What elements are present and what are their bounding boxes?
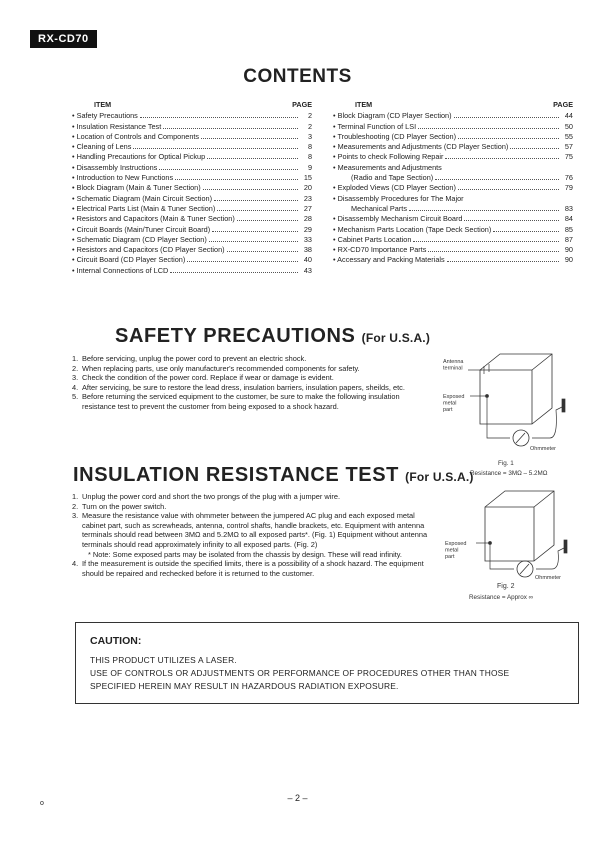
- toc-leader-dots: [170, 272, 298, 273]
- toc-entry-page: 50: [564, 121, 573, 131]
- toc-leader-dots: [435, 179, 559, 180]
- toc-entry-title: • Insulation Resistance Test: [72, 121, 162, 131]
- toc-entry-page: 90: [564, 255, 573, 265]
- step-item: [72, 383, 435, 393]
- cabinet-box: [485, 491, 554, 561]
- corner-mark: o: [40, 800, 44, 807]
- toc-entry-page: 55: [564, 131, 573, 141]
- toc-entry: [333, 194, 573, 204]
- toc-entry-title: • Internal Connections of LCD: [72, 265, 169, 275]
- toc-entry-page: 38: [303, 245, 312, 255]
- toc-leader-dots: [510, 148, 559, 149]
- toc-entry-title: • Exploded Views (CD Player Section): [333, 183, 456, 193]
- insulation-subtitle: (For U.S.A.): [405, 470, 474, 484]
- toc-entry: [333, 245, 573, 255]
- toc-entry: [333, 204, 573, 214]
- toc-right-list: [333, 111, 573, 265]
- toc-entry-page: 27: [303, 203, 312, 213]
- exposed-label-fig1: Exposed metal part: [443, 394, 465, 413]
- safety-steps: [72, 354, 435, 412]
- toc-entry-title: • Resistors and Capacitors (CD Player Section): [72, 245, 225, 255]
- toc-entry: [72, 152, 312, 162]
- step-text: * Note: Some exposed parts may be isolated from the chassis by design. These will read infinity.: [88, 549, 402, 559]
- antenna-label-1: Antenna: [443, 359, 464, 365]
- toc-entry-title: • Points to check Following Repair: [333, 152, 444, 162]
- ohmmeter-icon: [513, 430, 529, 446]
- toc-entry: [72, 111, 312, 121]
- toc-entry-page: 3: [307, 131, 312, 141]
- toc-entry-page: 75: [564, 152, 573, 162]
- toc-entry-title: • Location of Controls and Components: [72, 131, 200, 141]
- toc-left-header: [72, 100, 312, 110]
- ohmmeter-icon: [517, 561, 533, 577]
- toc-leader-dots: [409, 210, 559, 211]
- cabinet-box: [480, 354, 552, 424]
- toc-leader-dots: [445, 158, 559, 159]
- toc-item-header: ITEM: [355, 100, 373, 109]
- step-text: Check the condition of the power cord. Replace if wear or damage is evident.: [82, 373, 334, 383]
- safety-title: [115, 325, 430, 348]
- toc-entry-page: 57: [564, 142, 573, 152]
- step-text: Measure the resistance value with ohmmeter between the jumpered AC plug and each exposed metal cabinet part, such as screwheads, antenna, control shafts, handle brackets, etc. Equipment with antenna terminals should read between 3MΩ and 5.2MΩ to all exposed parts*. (Fig. 1) Equipment without antenna terminals should read approximately infinity to all exposed parts. (Fig. 2): [82, 511, 428, 549]
- fig-1-diagram: [440, 350, 580, 455]
- toc-entry-page: 2: [307, 121, 312, 131]
- toc-entry: [72, 235, 312, 245]
- toc-page-header: PAGE: [292, 100, 312, 109]
- step-item: [72, 511, 435, 549]
- antenna-label: [443, 359, 465, 372]
- toc-leader-dots: [464, 220, 559, 221]
- toc-entry-title: • Disassembly Instructions: [72, 162, 158, 172]
- probe-leads: [476, 540, 567, 569]
- toc-entry: [333, 152, 573, 162]
- toc-entry-title: • Circuit Board (CD Player Section): [72, 255, 186, 265]
- toc-entry: [72, 266, 312, 276]
- toc-entry: [72, 142, 312, 152]
- toc-entry: [333, 111, 573, 121]
- toc-entry: [72, 163, 312, 173]
- toc-leader-dots: [159, 169, 298, 170]
- toc-entry: [333, 183, 573, 193]
- probe-leads: [470, 395, 565, 439]
- step-item: [72, 392, 435, 411]
- toc-entry-page: 76: [564, 173, 573, 183]
- fig-2-caption: Fig. 2: [497, 583, 515, 590]
- toc-leader-dots: [237, 220, 298, 221]
- toc-entry-title: • Measurements and Adjustments (CD Player Section): [333, 142, 509, 152]
- toc-entry-title: • Electrical Parts List (Main & Tuner Section): [72, 203, 216, 213]
- toc-entry-title: • RX-CD70 Importance Parts: [333, 245, 427, 255]
- toc-entry-page: 2: [307, 111, 312, 121]
- toc-entry-title: • Terminal Function of LSI: [333, 121, 417, 131]
- toc-entry: [333, 173, 573, 183]
- fig-2-resistance: Resistance = Approx ∞: [469, 594, 534, 601]
- step-text: If the measurement is outside the specified limits, there is a possibility of a shock hazard. The equipment should be repaired and rechecked before it is returned to the customer.: [82, 559, 424, 578]
- contents-title: CONTENTS: [243, 66, 352, 87]
- toc-entry: [72, 204, 312, 214]
- step-text: Unplug the power cord and short the two prongs of the plug with a jumper wire.: [82, 492, 340, 501]
- safety-title-text: SAFETY PRECAUTIONS: [115, 325, 356, 347]
- toc-entry: [333, 235, 573, 245]
- toc-leader-dots: [493, 231, 559, 232]
- step-text: When replacing parts, use only manufacturer's recommended components for safety.: [82, 363, 360, 373]
- step-number: 2.: [72, 501, 79, 511]
- step-item: [72, 502, 435, 512]
- page-number: – 2 –: [287, 793, 308, 803]
- toc-entry-title: • Troubleshooting (CD Player Section): [333, 131, 457, 141]
- toc-entry-title: • Handling Precautions for Optical Pickup: [72, 152, 206, 162]
- toc-leader-dots: [201, 138, 298, 139]
- step-number: 4.: [72, 382, 79, 392]
- toc-entry: [72, 245, 312, 255]
- step-item: [72, 373, 435, 383]
- toc-entry-page: 29: [303, 224, 312, 234]
- step-text: After servicing, be sure to restore the lead dress, insulation barriers, insulation papers, sheilds, etc.: [82, 382, 405, 392]
- toc-entry: [72, 122, 312, 132]
- toc-leader-dots: [175, 179, 298, 180]
- toc-entry: [72, 255, 312, 265]
- toc-entry-page: 83: [564, 203, 573, 213]
- toc-entry-page: 23: [303, 193, 312, 203]
- toc-leader-dots: [209, 241, 298, 242]
- caution-line-1: THIS PRODUCT UTILIZES A LASER.: [90, 655, 237, 665]
- toc-leader-dots: [428, 251, 559, 252]
- toc-leader-dots: [413, 241, 559, 242]
- toc-left-list: [72, 111, 312, 276]
- toc-leader-dots: [454, 117, 559, 118]
- toc-leader-dots: [458, 189, 559, 190]
- toc-entry-title: • Circuit Boards (Main/Tuner Circuit Board): [72, 224, 211, 234]
- toc-entry-title: (Radio and Tape Section): [351, 173, 434, 183]
- step-number: 4.: [72, 559, 79, 569]
- ohmmeter-label-fig1: Ohmmeter: [530, 446, 556, 452]
- toc-leader-dots: [140, 117, 298, 118]
- toc-entry-title: Mechanical Parts: [351, 203, 407, 213]
- step-text: Before servicing, unplug the power cord to prevent an electric shock.: [82, 354, 307, 363]
- insulation-steps: [72, 492, 435, 578]
- toc-entry-page: 84: [564, 214, 573, 224]
- toc-entry-title: • Block Diagram (CD Player Section): [333, 111, 452, 121]
- step-item: [72, 559, 435, 578]
- toc-entry-page: 90: [564, 245, 573, 255]
- toc-entry-title: • Accessary and Packing Materials: [333, 255, 445, 265]
- step-item: [72, 492, 435, 502]
- toc-entry-title: • Cabinet Parts Location: [333, 234, 412, 244]
- toc-leader-dots: [418, 128, 559, 129]
- step-number: 3.: [72, 373, 79, 383]
- antenna-label-2: terminal: [443, 365, 463, 372]
- toc-entry-title: • Block Diagram (Main & Tuner Section): [72, 183, 201, 193]
- toc-entry-page: 79: [564, 183, 573, 193]
- toc-leader-dots: [447, 261, 559, 262]
- toc-entry-title: • Disassembly Procedures for The Major: [333, 193, 464, 203]
- exposed-label-fig2: Exposed metal part: [445, 541, 467, 560]
- toc-entry-page: 28: [303, 214, 312, 224]
- fig-1-caption: Fig. 1: [498, 460, 514, 467]
- toc-entry-page: 8: [307, 152, 312, 162]
- toc-leader-dots: [203, 189, 298, 190]
- toc-leader-dots: [163, 128, 298, 129]
- toc-right-header: [333, 100, 573, 110]
- step-item: [72, 364, 435, 374]
- toc-entry: [333, 142, 573, 152]
- toc-entry: [72, 173, 312, 183]
- toc-leader-dots: [214, 200, 298, 201]
- step-text: Before returning the serviced equipment to the customer, be sure to make the following insulation resistance test to prevent the customer from being exposed to a shock hazard.: [82, 392, 400, 411]
- toc-leader-dots: [217, 210, 298, 211]
- toc-entry-page: 44: [564, 111, 573, 121]
- toc-leader-dots: [207, 158, 298, 159]
- model-tag: RX-CD70: [30, 30, 97, 48]
- toc-entry: [333, 225, 573, 235]
- toc-leader-dots: [458, 138, 559, 139]
- toc-entry-page: 33: [303, 234, 312, 244]
- toc-entry: [72, 183, 312, 193]
- toc-leader-dots: [187, 261, 298, 262]
- toc-entry: [333, 163, 573, 173]
- toc-entry: [72, 214, 312, 224]
- toc-entry: [333, 255, 573, 265]
- step-note: [72, 550, 435, 560]
- step-number: 2.: [72, 363, 79, 373]
- step-text: Turn on the power switch.: [82, 501, 167, 511]
- toc-entry-page: 9: [307, 162, 312, 172]
- toc-entry-page: 87: [564, 234, 573, 244]
- toc-entry: [72, 132, 312, 142]
- safety-subtitle: (For U.S.A.): [361, 331, 431, 345]
- toc-left-column: [72, 100, 312, 276]
- toc-entry-title: • Measurements and Adjustments: [333, 162, 442, 172]
- step-number: 3.: [72, 511, 79, 521]
- toc-leader-dots: [212, 231, 298, 232]
- toc-entry-title: • Cleaning of Lens: [72, 142, 132, 152]
- toc-entry-title: • Schematic Diagram (Main Circuit Section): [72, 193, 213, 203]
- step-number: 1.: [72, 492, 79, 501]
- caution-title: CAUTION:: [90, 635, 142, 647]
- insulation-title: [73, 464, 474, 487]
- insulation-title-text: INSULATION RESISTANCE TEST: [73, 464, 399, 486]
- toc-entry-page: 20: [303, 183, 312, 193]
- toc-leader-dots: [133, 148, 298, 149]
- ohmmeter-label-fig2: Ohmmeter: [535, 575, 561, 581]
- toc-right-column: [333, 100, 573, 266]
- toc-item-header: ITEM: [94, 100, 112, 109]
- toc-entry-title: • Resistors and Capacitors (Main & Tuner Section): [72, 214, 235, 224]
- toc-entry-title: • Safety Precautions: [72, 111, 138, 121]
- toc-entry-page: 40: [303, 255, 312, 265]
- toc-entry-page: 85: [564, 224, 573, 234]
- toc-entry: [72, 194, 312, 204]
- toc-entry: [333, 214, 573, 224]
- caution-line-2: USE OF CONTROLS OR ADJUSTMENTS OR PERFORMANCE OF PROCEDURES OTHER THAN THOSE: [90, 668, 510, 678]
- toc-entry-title: • Introduction to New Functions: [72, 173, 174, 183]
- fig-1-resistance: Resistance = 3MΩ – 5.2MΩ: [470, 470, 548, 477]
- toc-entry-title: • Disassembly Mechanism Circuit Board: [333, 214, 463, 224]
- toc-page-header: PAGE: [553, 100, 573, 109]
- fig-2-diagram: [440, 487, 580, 582]
- step-number: 1.: [72, 354, 79, 363]
- caution-line-3: SPECIFIED HEREIN MAY RESULT IN HAZARDOUS RADIATION EXPOSURE.: [90, 681, 399, 691]
- toc-entry: [72, 225, 312, 235]
- step-item: [72, 354, 435, 364]
- step-number: 5.: [72, 392, 79, 402]
- toc-entry: [333, 132, 573, 142]
- toc-entry-page: 43: [303, 265, 312, 275]
- toc-entry-page: 15: [303, 173, 312, 183]
- caution-box: [75, 622, 579, 704]
- toc-entry-page: 8: [307, 142, 312, 152]
- toc-entry-title: • Schematic Diagram (CD Player Section): [72, 234, 207, 244]
- toc-leader-dots: [227, 251, 298, 252]
- toc-entry-title: • Mechanism Parts Location (Tape Deck Section): [333, 224, 492, 234]
- toc-entry: [333, 122, 573, 132]
